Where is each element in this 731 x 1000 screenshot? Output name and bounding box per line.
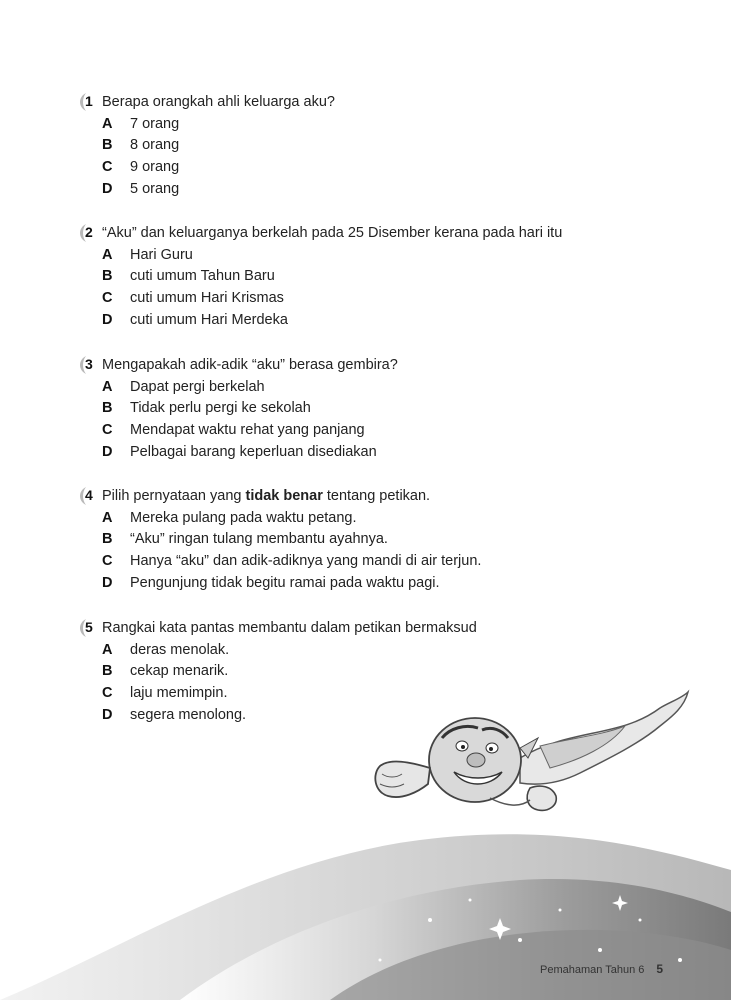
options-list: [76, 507, 676, 593]
option-letter: B: [102, 400, 113, 417]
option-letter: A: [102, 115, 113, 132]
option-text: deras menolak.: [130, 641, 230, 658]
option-letter: D: [102, 574, 113, 591]
option-b[interactable]: [76, 135, 676, 157]
option-text: Tidak perlu pergi ke sekolah: [130, 400, 311, 417]
question-stem: [76, 222, 676, 244]
question-text: Rangkai kata pantas membantu dalam petikan bermaksud: [102, 620, 477, 636]
option-c[interactable]: [76, 156, 676, 178]
option-letter: C: [102, 552, 113, 569]
options-list: [76, 244, 676, 330]
book-title: Pemahaman Tahun 6: [540, 964, 645, 976]
question-number: 4: [85, 487, 93, 503]
option-a[interactable]: [76, 244, 676, 266]
option-text: cekap menarik.: [130, 663, 229, 680]
option-d[interactable]: [76, 572, 676, 594]
option-b[interactable]: [76, 266, 676, 288]
option-letter: C: [102, 158, 113, 175]
option-letter: A: [102, 509, 113, 526]
option-letter: A: [102, 378, 113, 395]
option-c[interactable]: [76, 287, 676, 309]
page-footer: [540, 962, 663, 976]
option-text: 9 orang: [130, 158, 180, 175]
option-letter: C: [102, 421, 113, 438]
option-c[interactable]: [76, 419, 676, 441]
option-text: Mereka pulang pada waktu petang.: [130, 509, 357, 526]
option-letter: C: [102, 289, 113, 306]
option-d[interactable]: [76, 309, 676, 331]
option-text: cuti umum Tahun Baru: [130, 268, 275, 285]
option-text: 8 orang: [130, 137, 180, 154]
option-letter: B: [102, 531, 113, 548]
question-1: [76, 91, 676, 199]
option-text: Mendapat waktu rehat yang panjang: [130, 421, 365, 438]
option-a[interactable]: [76, 376, 676, 398]
question-number-badge: [76, 222, 100, 244]
question-stem: [76, 354, 676, 376]
option-letter: D: [102, 443, 113, 460]
options-list: [76, 376, 676, 462]
question-2: [76, 222, 676, 330]
option-text: 5 orang: [130, 180, 180, 197]
option-a[interactable]: [76, 113, 676, 135]
option-text: cuti umum Hari Merdeka: [130, 311, 288, 328]
question-stem: [76, 617, 676, 639]
option-letter: A: [102, 246, 113, 263]
question-stem: [76, 485, 676, 507]
question-text: Berapa orangkah ahli keluarga aku?: [102, 94, 335, 110]
option-c[interactable]: [76, 550, 676, 572]
option-letter: D: [102, 180, 113, 197]
question-number-badge: [76, 91, 100, 113]
question-4: [76, 485, 676, 593]
option-text: segera menolong.: [130, 706, 247, 723]
question-text-emphasis: tidak benar: [245, 488, 323, 504]
option-letter: C: [102, 684, 113, 701]
options-list: [76, 113, 676, 199]
question-text: Mengapakah adik-adik “aku” berasa gembira?: [102, 357, 398, 373]
option-a[interactable]: [76, 639, 676, 661]
question-text: “Aku” dan keluarganya berkelah pada 25 Disember kerana pada hari itu: [102, 225, 563, 241]
option-text: 7 orang: [130, 115, 180, 132]
question-text-after: tentang petikan.: [322, 488, 431, 504]
option-letter: D: [102, 706, 113, 723]
option-text: “Aku” ringan tulang membantu ayahnya.: [130, 531, 388, 548]
option-d[interactable]: [76, 178, 676, 200]
question-number: 3: [85, 356, 93, 372]
option-d[interactable]: [76, 441, 676, 463]
option-text: laju memimpin.: [130, 684, 228, 701]
question-stem: [76, 91, 676, 113]
question-number-badge: [76, 354, 100, 376]
question-text: [102, 488, 430, 504]
question-number: 2: [85, 224, 93, 240]
option-letter: A: [102, 641, 113, 658]
question-number-badge: [76, 617, 100, 639]
question-number-badge: [76, 485, 100, 507]
option-letter: B: [102, 663, 113, 680]
page-number: 5: [656, 962, 664, 976]
option-text: Pengunjung tidak begitu ramai pada waktu pagi.: [130, 574, 440, 591]
option-text: Dapat pergi berkelah: [130, 378, 265, 395]
option-letter: B: [102, 137, 113, 154]
question-text-before: Pilih pernyataan yang: [102, 488, 246, 504]
option-text: Pelbagai barang keperluan disediakan: [130, 443, 377, 460]
option-text: Hari Guru: [130, 246, 193, 263]
option-a[interactable]: [76, 507, 676, 529]
option-b[interactable]: [76, 529, 676, 551]
option-text: Hanya “aku” dan adik-adiknya yang mandi di air terjun.: [130, 552, 482, 569]
option-b[interactable]: [76, 398, 676, 420]
option-b[interactable]: [76, 661, 676, 683]
option-letter: D: [102, 311, 113, 328]
question-number: 5: [85, 619, 93, 635]
question-3: [76, 354, 676, 462]
option-letter: B: [102, 268, 113, 285]
option-text: cuti umum Hari Krismas: [130, 289, 284, 306]
question-number: 1: [85, 93, 93, 109]
